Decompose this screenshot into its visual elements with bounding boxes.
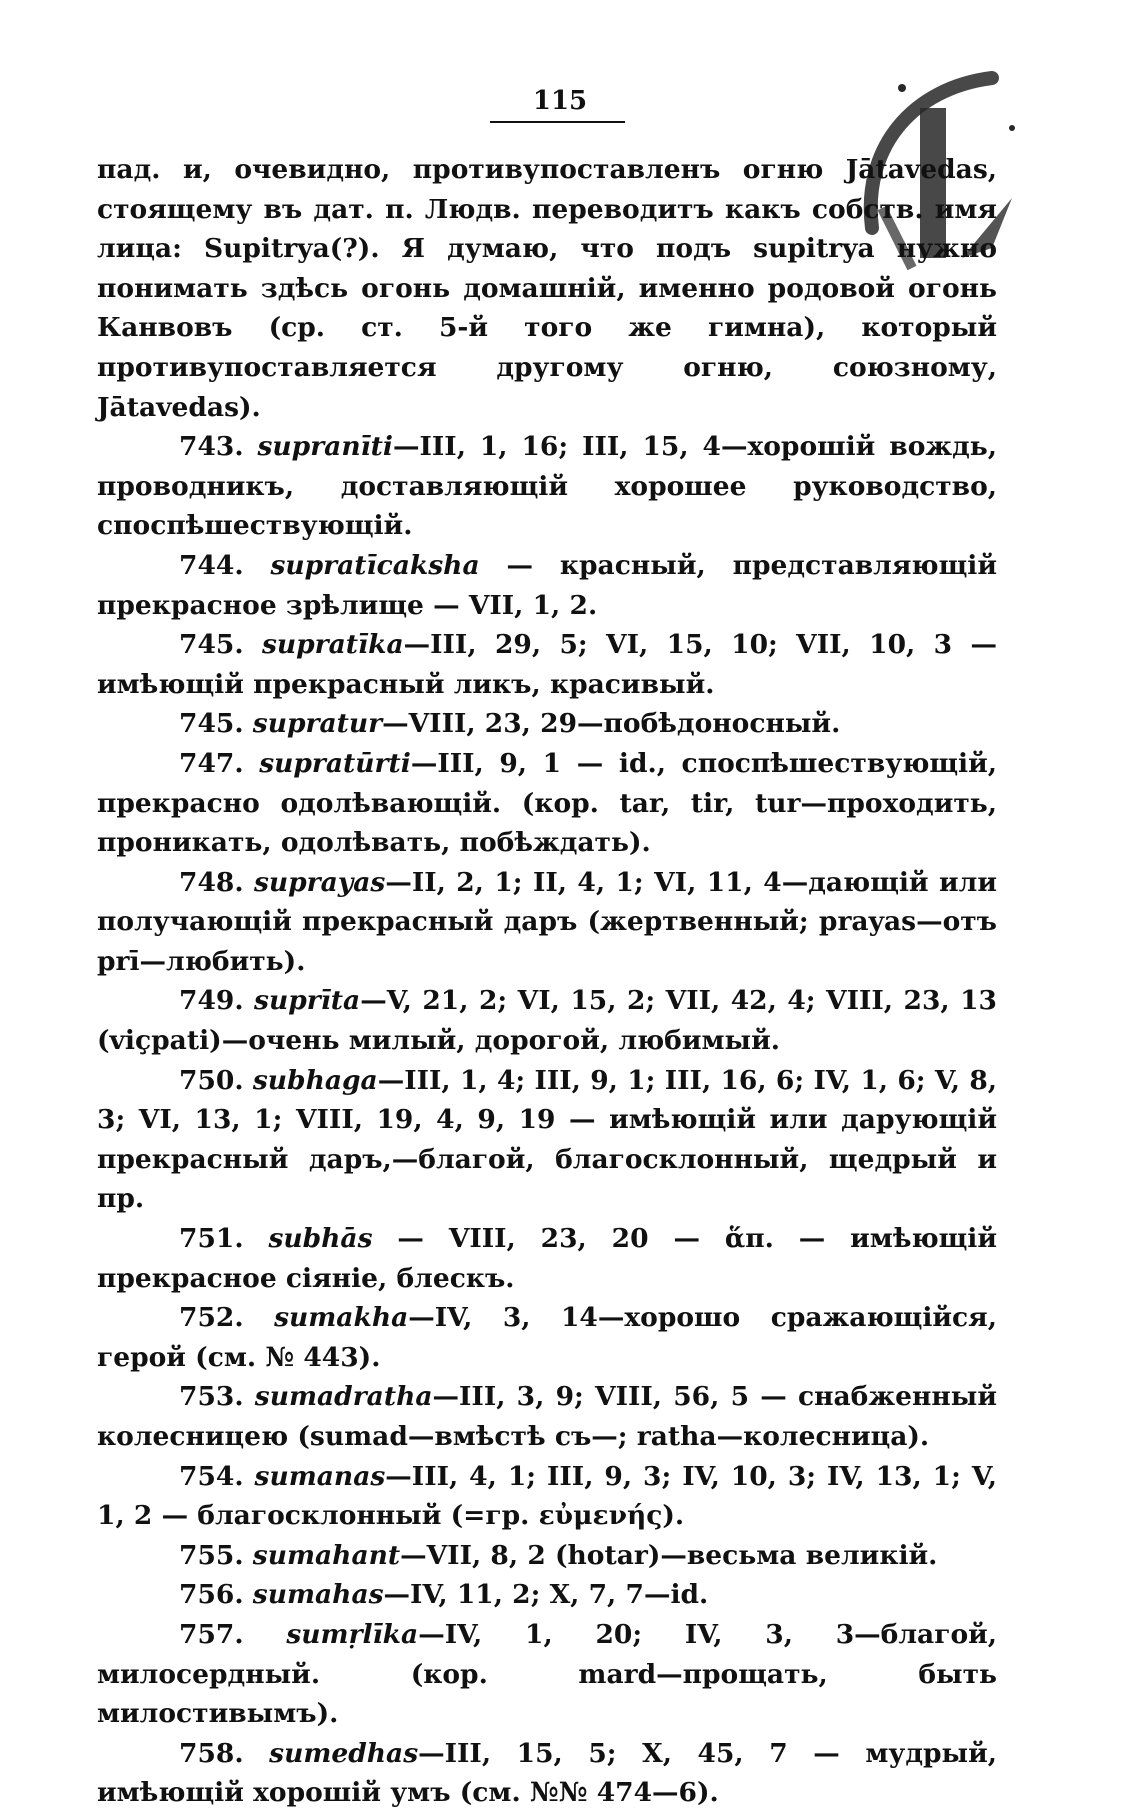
- entry-references: —III, 15, 5; X, 45, 7: [418, 1737, 788, 1769]
- entry-references: —VII, 8, 2 (hotar): [400, 1539, 661, 1571]
- entry-term: supranīti: [257, 431, 393, 463]
- glossary-entries: [97, 427, 997, 1813]
- entry-definition: —очень милый, дорогой, любимый.: [221, 1025, 780, 1057]
- entry-references: —VIII, 23, 29: [382, 708, 578, 740]
- glossary-entry: [97, 427, 997, 546]
- entry-definition: —побѣдоносный.: [577, 708, 841, 740]
- entry-definition: — ἅπ. — имѣющій прекрасное сіяніе, блескъ.: [97, 1223, 998, 1294]
- entry-references: —V, 21, 2; VI, 15, 2; VII, 42, 4; VIII, 23, 13 (viçpati): [97, 985, 997, 1057]
- entry-term: suprayas: [253, 866, 386, 898]
- entry-definition: — мудрый, имѣющій хорошій умъ (см. №№ 474—6).: [97, 1737, 997, 1809]
- entry-term: supratūrti: [259, 747, 411, 779]
- entry-references: —III, 29, 5; VI, 15, 10; VII, 10, 3: [403, 629, 953, 661]
- glossary-entry: [97, 744, 997, 863]
- entry-definition: —хорошо сражающійся, герой (см. № 443).: [97, 1302, 997, 1373]
- entry-number: 748.: [179, 866, 244, 898]
- glossary-entry: [97, 1734, 997, 1813]
- page-number: 115: [532, 86, 588, 116]
- entry-term: sumahas: [252, 1579, 384, 1611]
- entry-references: — VIII, 23, 20: [372, 1223, 649, 1255]
- entry-term: sumanas: [254, 1460, 386, 1492]
- entry-number: 751.: [179, 1223, 244, 1255]
- entry-definition: —благой, милосердный. (кор. mard—прощать, быть милостивымъ).: [97, 1618, 997, 1730]
- entry-references: —III, 4, 1; III, 9, 3; IV, 10, 3; IV, 13, 1; V, 1, 2: [97, 1460, 997, 1532]
- entry-number: 745.: [179, 708, 244, 740]
- entry-definition: — снабженный колесницею (sumad—вмѣстѣ съ—; ratha—колесница).: [97, 1381, 997, 1452]
- entry-term: suprīta: [254, 985, 361, 1017]
- entry-term: supratur: [252, 708, 383, 740]
- entry-number: 758.: [179, 1737, 244, 1769]
- entry-term: subhaga: [252, 1064, 378, 1096]
- entry-references: —III, 3, 9; VIII, 56, 5: [432, 1381, 750, 1413]
- entry-term: sumedhas: [269, 1737, 419, 1769]
- page-body: [97, 150, 997, 1813]
- entry-number: 743.: [179, 431, 244, 463]
- entry-term: supratīcaksha: [270, 549, 480, 581]
- entry-term: sumadratha: [254, 1381, 433, 1413]
- glossary-entry: [97, 1219, 997, 1298]
- entry-number: 752.: [179, 1302, 244, 1334]
- glossary-entry: [97, 1298, 997, 1377]
- entry-references: —III, 1, 16; III, 15, 4: [393, 431, 721, 463]
- glossary-entry: [97, 1575, 997, 1615]
- glossary-entry: [97, 1377, 997, 1456]
- entry-number: 753.: [179, 1381, 244, 1413]
- entry-definition: —хорошій вождь, проводникъ, доставляющій хорошее руководство, споспѣшествующій.: [97, 431, 998, 542]
- entry-number: 757.: [179, 1618, 244, 1650]
- entry-references: —IV, 3, 14: [408, 1302, 598, 1334]
- entry-references: —IV, 11, 2; X, 7, 7: [383, 1579, 644, 1611]
- entry-definition: — имѣющій прекрасный ликъ, красивый.: [97, 629, 997, 700]
- entry-term: sumṛlīka: [286, 1618, 419, 1650]
- glossary-entry: [97, 1061, 997, 1219]
- entry-number: 755.: [179, 1539, 244, 1571]
- entry-number: 744.: [179, 549, 244, 581]
- entry-definition: — красный, представляющій прекрасное зрѣлище — VII, 1, 2.: [97, 549, 997, 621]
- entry-number: 750.: [179, 1064, 244, 1096]
- glossary-entry: [97, 1457, 997, 1536]
- entry-definition: —весьма великій.: [660, 1539, 938, 1571]
- glossary-entry: [97, 625, 997, 704]
- entry-number: 745.: [179, 629, 244, 661]
- entry-term: sumakha: [274, 1302, 409, 1334]
- entry-references: —III, 1, 4; III, 9, 1; III, 16, 6; IV, 1, 6; V, 8, 3; VI, 13, 1; VIII, 19, 4, 9, 19: [97, 1064, 997, 1136]
- entry-references: —II, 2, 1; II, 4, 1; VI, 11, 4: [385, 866, 782, 898]
- entry-number: 756.: [179, 1579, 244, 1611]
- entry-definition: — id., споспѣшествующій, прекрасно одолѣвающій. (кор. tar, tir, tur—проходить, проникать, одолѣвать, побѣждать).: [97, 747, 997, 859]
- entry-definition: — благосклонный (=гр. εὐμενής).: [152, 1500, 685, 1532]
- entry-term: supratīka: [261, 629, 404, 661]
- glossary-entry: [97, 863, 997, 982]
- entry-definition: —id.: [643, 1579, 709, 1611]
- glossary-entry: [97, 1536, 997, 1576]
- entry-number: 749.: [179, 985, 244, 1017]
- entry-number: 754.: [179, 1460, 244, 1492]
- page-number-rule: [490, 121, 625, 123]
- entry-references: —IV, 1, 20; IV, 3, 3: [418, 1618, 855, 1650]
- glossary-entry: [97, 546, 997, 625]
- glossary-entry: [97, 1615, 997, 1734]
- entry-definition: —дающій или получающій прекрасный даръ (жертвенный; prayas—отъ prī—любить).: [97, 866, 998, 977]
- entry-number: 747.: [179, 747, 244, 779]
- continuation-paragraph: пад. и, очевидно, противупоставленъ огню Jātavedas, стоящему въ дат. п. Людв. переводитъ какъ собств. имя лица: Supitrya(?). Я думаю, что подъ supitrya нужно понимать здѣсь огонь домашній, именно родовой огонь Канвовъ (ср. ст. 5-й того же гимна), который противупоставляется другому огню, союзному, Jātavedas).: [97, 154, 997, 423]
- entry-term: sumahant: [252, 1539, 401, 1571]
- entry-term: subhās: [268, 1223, 373, 1255]
- entry-definition: — имѣющій или дарующій прекрасный даръ,—благой, благосклонный, щедрый и пр.: [97, 1104, 998, 1215]
- glossary-entry: [97, 981, 997, 1060]
- entry-references: —III, 9, 1: [410, 747, 562, 779]
- glossary-entry: [97, 704, 997, 744]
